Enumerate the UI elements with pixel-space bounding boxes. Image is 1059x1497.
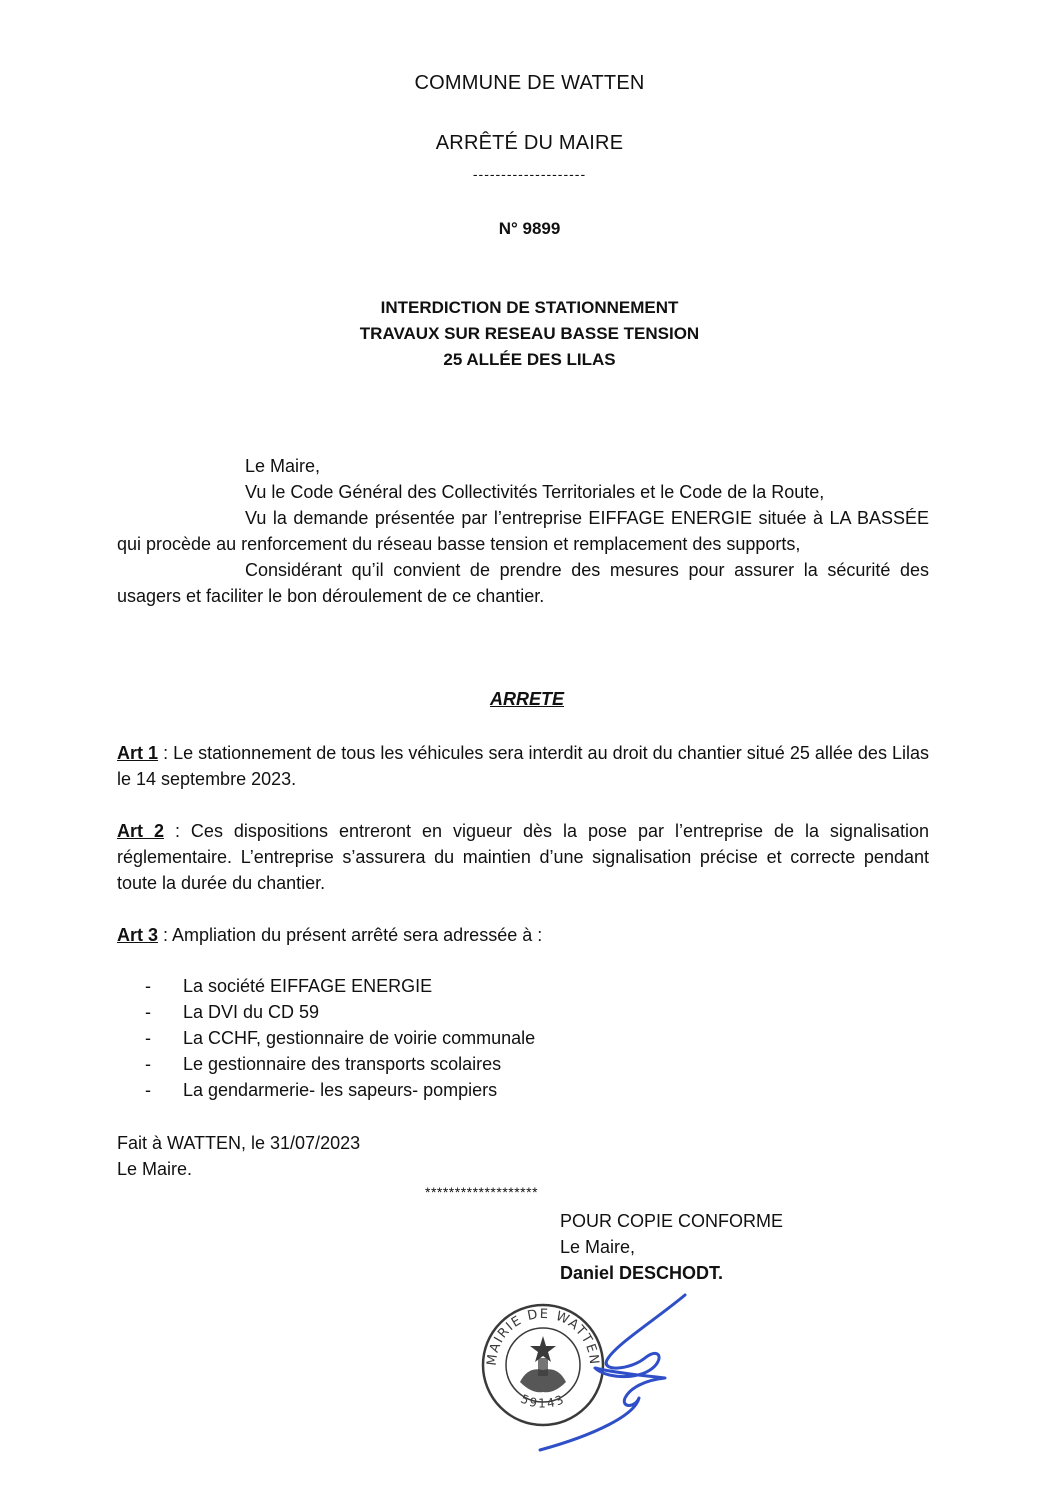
recipients-list bbox=[145, 973, 845, 1103]
article-1 bbox=[117, 740, 929, 792]
recipient-item: - La CCHF, gestionnaire de voirie communale bbox=[145, 1028, 536, 1048]
article-3-text: : Ampliation du présent arrêté sera adressée à : bbox=[158, 925, 543, 945]
arrete-heading: ARRETE bbox=[490, 689, 565, 709]
stars-separator: ******************* bbox=[425, 1184, 539, 1200]
preamble-mayor: Le Maire, bbox=[245, 456, 321, 476]
decree-title: ARRÊTÉ DU MAIRE bbox=[435, 132, 624, 154]
mayor-name: Daniel DESCHODT. bbox=[560, 1263, 724, 1283]
seal-text-top: MAIRIE DE WATTEN bbox=[484, 1306, 602, 1367]
preamble-considering: Considérant qu’il convient de prendre des mesures pour assurer la sécurité des usagers et faciliter le bon déroulement de ce chantier. bbox=[117, 560, 929, 606]
subject-block bbox=[0, 295, 1059, 373]
closing-block bbox=[117, 1130, 617, 1182]
subject-line-3: 25 ALLÉE DES LILAS bbox=[443, 350, 616, 369]
closing-signer: Le Maire. bbox=[117, 1159, 193, 1179]
copy-mayor-label: Le Maire, bbox=[560, 1237, 636, 1257]
commune-name: COMMUNE DE WATTEN bbox=[414, 72, 645, 94]
article-3 bbox=[117, 922, 929, 948]
article-1-text: : Le stationnement de tous les véhicules sera interdit au droit du chantier situé 25 allée des Lilas le 14 septembre 2023. bbox=[117, 743, 929, 789]
copy-block bbox=[560, 1208, 960, 1286]
subject-line-1: INTERDICTION DE STATIONNEMENT bbox=[380, 298, 679, 317]
article-1-label: Art 1 bbox=[117, 743, 159, 763]
article-3-label: Art 3 bbox=[117, 925, 159, 945]
article-2-label: Art 2 bbox=[117, 821, 164, 841]
handwritten-signature bbox=[535, 1290, 695, 1455]
recipient-item: - La DVI du CD 59 bbox=[145, 1002, 320, 1022]
recipient-item: - La gendarmerie- les sapeurs- pompiers bbox=[145, 1080, 498, 1100]
article-2-text: : Ces dispositions entreront en vigueur dès la pose par l’entreprise de la signalisation réglementaire. L’entreprise s’assurera du maintien d’une signalisation précise et correcte pendant toute la durée du chantier. bbox=[117, 821, 929, 893]
seal-code: 59143 bbox=[518, 1391, 568, 1411]
decree-number: N° 9899 bbox=[498, 219, 561, 238]
title-separator: -------------------- bbox=[472, 166, 587, 182]
place-date: Fait à WATTEN, le 31/07/2023 bbox=[117, 1133, 361, 1153]
preamble-code: Vu le Code Général des Collectivités Territoriales et le Code de la Route, bbox=[245, 482, 825, 502]
preamble-request: Vu la demande présentée par l’entreprise EIFFAGE ENERGIE située à LA BASSÉE qui procède au renforcement du réseau basse tension et remplacement des supports, bbox=[117, 508, 929, 554]
subject-line-2: TRAVAUX SUR RESEAU BASSE TENSION bbox=[359, 324, 700, 343]
preamble bbox=[117, 453, 929, 609]
recipient-item: - La société EIFFAGE ENERGIE bbox=[145, 976, 433, 996]
copy-conforme-label: POUR COPIE CONFORME bbox=[560, 1211, 784, 1231]
article-2 bbox=[117, 818, 929, 896]
recipient-item: - Le gestionnaire des transports scolaires bbox=[145, 1054, 502, 1074]
